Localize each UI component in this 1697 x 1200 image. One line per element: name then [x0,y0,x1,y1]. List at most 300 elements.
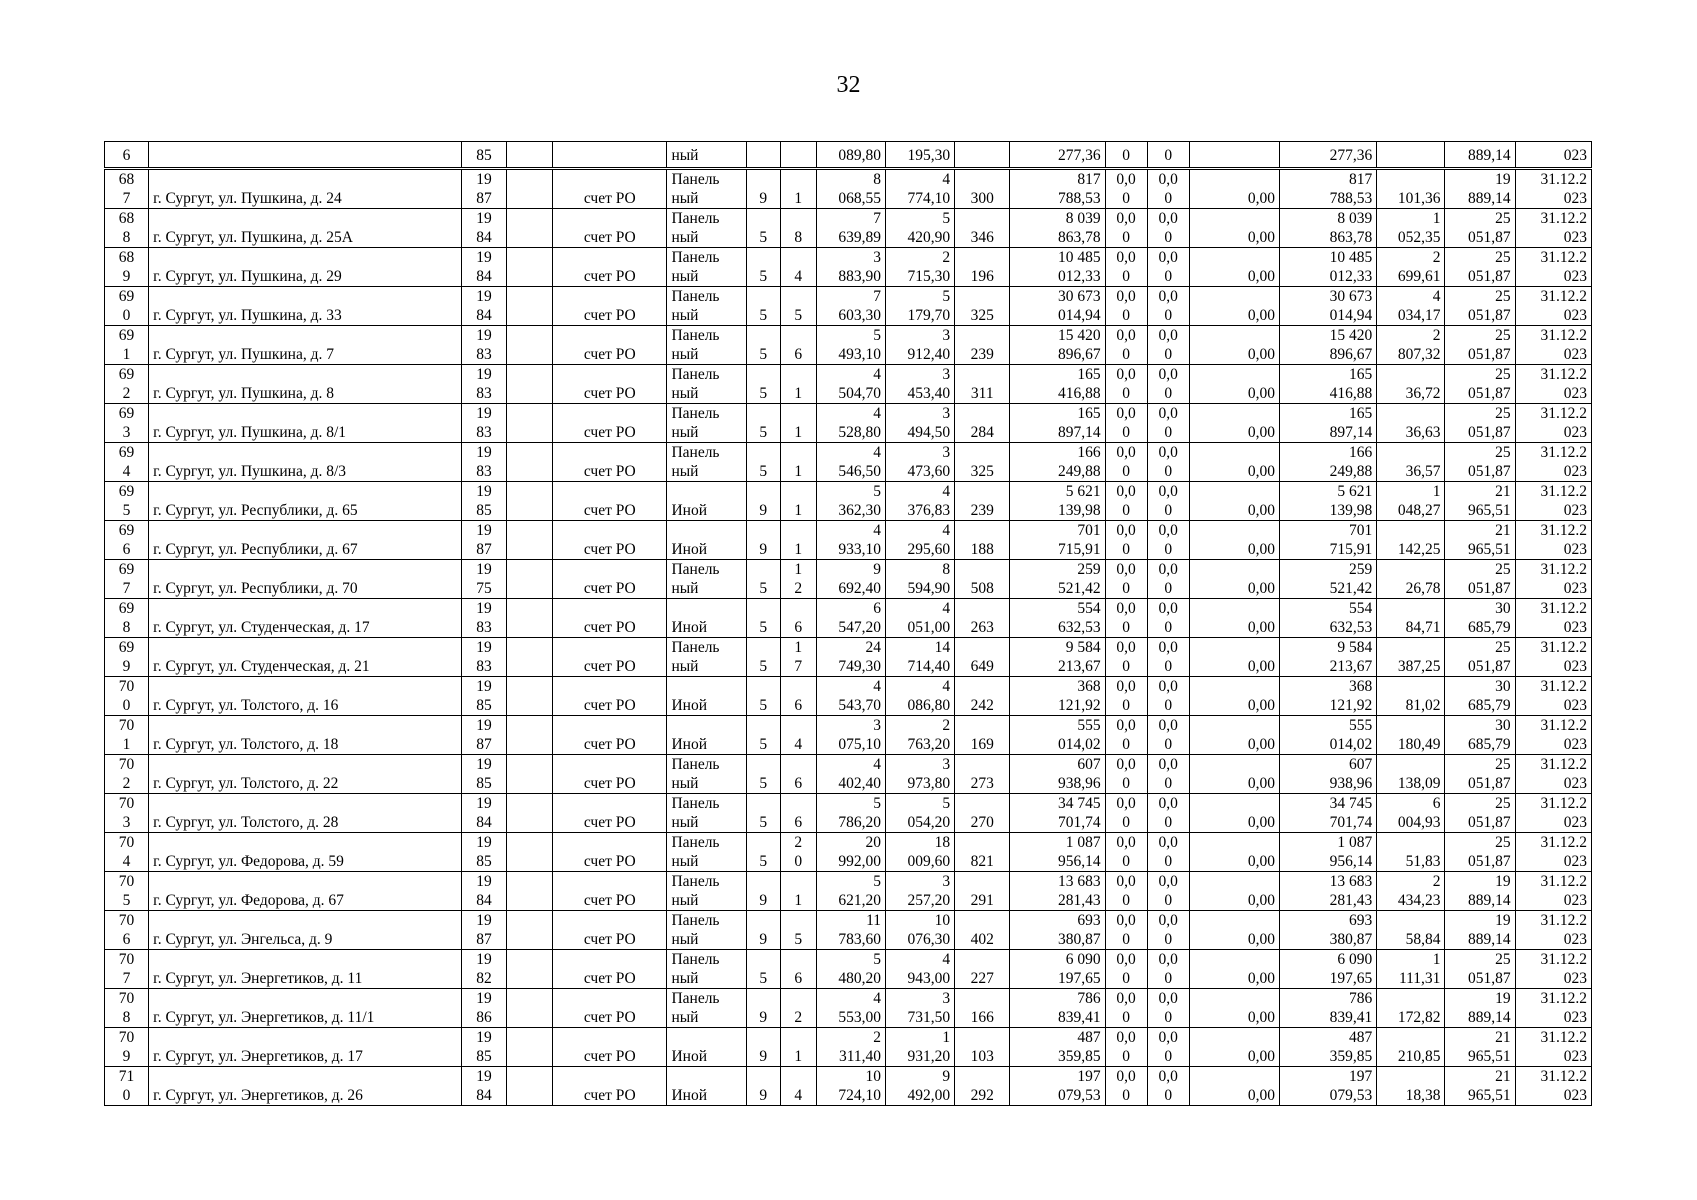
row-number: 70 5 [105,872,149,911]
cost-total: 701 715,91 [1010,521,1105,560]
unit-cost: 81,02 [1377,677,1445,716]
max-unit-cost: 21 965,51 [1445,482,1515,521]
area-total: 089,80 [816,142,885,168]
unit-cost: 6 004,93 [1377,794,1445,833]
table-row [105,911,1592,950]
floors: 5 [746,404,780,443]
area-living: 2 763,20 [886,716,955,755]
cost-col-14: 0,0 0 [1147,404,1189,443]
floors: 5 [746,248,780,287]
cost-col-15: 0,00 [1189,1028,1279,1067]
completion-date: 31.12.2 023 [1515,287,1591,326]
cost-col-14: 0,0 0 [1147,989,1189,1028]
fund-method: счет РО [553,326,667,365]
row-number: 70 9 [105,1028,149,1067]
cost-total: 786 839,41 [1010,989,1105,1028]
year-built: 19 87 [461,716,506,755]
fund-method: счет РО [553,677,667,716]
empty-cell [507,560,553,599]
completion-date: 31.12.2 023 [1515,872,1591,911]
table-row [105,716,1592,755]
max-unit-cost: 889,14 [1445,142,1515,168]
residents: 325 [955,287,1010,326]
area-total: 2 311,40 [816,1028,885,1067]
entrances: 1 7 [780,638,816,677]
unit-cost: 18,38 [1377,1067,1445,1106]
entrances: 4 [780,1067,816,1106]
cost-col-14: 0,0 0 [1147,716,1189,755]
cost-col-13: 0,0 0 [1105,677,1147,716]
unit-cost: 2 807,32 [1377,326,1445,365]
area-total: 4 543,70 [816,677,885,716]
residents: 649 [955,638,1010,677]
floors: 5 [746,599,780,638]
residents: 227 [955,950,1010,989]
max-unit-cost: 19 889,14 [1445,989,1515,1028]
entrances: 1 [780,404,816,443]
entrances: 6 [780,677,816,716]
completion-date: 31.12.2 023 [1515,404,1591,443]
fund-method: счет РО [553,560,667,599]
completion-date: 31.12.2 023 [1515,950,1591,989]
completion-date: 31.12.2 023 [1515,209,1591,248]
cost-col-15: 0,00 [1189,872,1279,911]
unit-cost: 180,49 [1377,716,1445,755]
area-living: 8 594,90 [886,560,955,599]
fund-method: счет РО [553,170,667,209]
table-row [105,950,1592,989]
area-total: 8 068,55 [816,170,885,209]
area-total: 9 692,40 [816,560,885,599]
floors [746,142,780,168]
cost-fund: 259 521,42 [1280,560,1377,599]
area-total: 5 480,20 [816,950,885,989]
row-number: 69 6 [105,521,149,560]
completion-date: 023 [1515,142,1591,168]
completion-date: 31.12.2 023 [1515,989,1591,1028]
wall-material: Иной [667,599,746,638]
empty-cell [507,950,553,989]
year-built: 19 85 [461,755,506,794]
cost-col-14: 0,0 0 [1147,287,1189,326]
cost-col-14: 0,0 0 [1147,209,1189,248]
cost-fund: 786 839,41 [1280,989,1377,1028]
address: г. Сургут, ул. Пушкина, д. 8 [149,365,462,404]
cost-fund: 15 420 896,67 [1280,326,1377,365]
cost-col-15 [1189,142,1279,168]
cost-col-14: 0,0 0 [1147,599,1189,638]
wall-material: ный [667,142,746,168]
completion-date: 31.12.2 023 [1515,248,1591,287]
residents: 103 [955,1028,1010,1067]
table-row [105,170,1592,209]
cost-total: 277,36 [1010,142,1105,168]
cost-total: 166 249,88 [1010,443,1105,482]
cost-fund: 487 359,85 [1280,1028,1377,1067]
fund-method: счет РО [553,521,667,560]
cost-col-13: 0,0 0 [1105,755,1147,794]
table-row [105,638,1592,677]
completion-date: 31.12.2 023 [1515,1067,1591,1106]
cost-col-13: 0,0 0 [1105,872,1147,911]
fund-method: счет РО [553,248,667,287]
cost-col-13: 0,0 0 [1105,950,1147,989]
area-living: 5 179,70 [886,287,955,326]
wall-material: Панель ный [667,443,746,482]
cost-col-15: 0,00 [1189,677,1279,716]
max-unit-cost: 21 965,51 [1445,521,1515,560]
cost-col-15: 0,00 [1189,560,1279,599]
wall-material: Панель ный [667,170,746,209]
wall-material: Панель ный [667,248,746,287]
cost-col-15: 0,00 [1189,326,1279,365]
residents: 239 [955,326,1010,365]
residents: 270 [955,794,1010,833]
year-built: 19 84 [461,794,506,833]
floors: 9 [746,482,780,521]
cost-total: 555 014,02 [1010,716,1105,755]
completion-date: 31.12.2 023 [1515,521,1591,560]
area-living: 4 774,10 [886,170,955,209]
cost-total: 1 087 956,14 [1010,833,1105,872]
area-living: 3 912,40 [886,326,955,365]
row-number: 69 1 [105,326,149,365]
fund-method [553,142,667,168]
empty-cell [507,170,553,209]
residents: 311 [955,365,1010,404]
floors: 5 [746,950,780,989]
entrances: 1 [780,872,816,911]
max-unit-cost: 30 685,79 [1445,716,1515,755]
area-living: 5 054,20 [886,794,955,833]
area-living: 9 492,00 [886,1067,955,1106]
fund-method: счет РО [553,638,667,677]
wall-material: Панель ный [667,794,746,833]
address: г. Сургут, ул. Энергетиков, д. 26 [149,1067,462,1106]
floors: 5 [746,365,780,404]
area-living: 2 715,30 [886,248,955,287]
cost-col-13: 0,0 0 [1105,287,1147,326]
table-row [105,794,1592,833]
area-living: 3 731,50 [886,989,955,1028]
cost-fund: 166 249,88 [1280,443,1377,482]
fund-method: счет РО [553,794,667,833]
cost-fund: 10 485 012,33 [1280,248,1377,287]
row-number: 68 7 [105,170,149,209]
cost-col-15: 0,00 [1189,638,1279,677]
entrances: 6 [780,755,816,794]
cost-col-13: 0,0 0 [1105,716,1147,755]
cost-col-13: 0 [1105,142,1147,168]
table-row [105,482,1592,521]
unit-cost [1377,142,1445,168]
cost-col-15: 0,00 [1189,287,1279,326]
cost-total: 8 039 863,78 [1010,209,1105,248]
wall-material: Иной [667,482,746,521]
floors: 9 [746,989,780,1028]
wall-material: Панель ный [667,287,746,326]
area-living: 5 420,90 [886,209,955,248]
cost-total: 607 938,96 [1010,755,1105,794]
cost-col-13: 0,0 0 [1105,599,1147,638]
address: г. Сургут, ул. Пушкина, д. 8/1 [149,404,462,443]
area-total: 7 639,89 [816,209,885,248]
cost-total: 6 090 197,65 [1010,950,1105,989]
cost-fund: 607 938,96 [1280,755,1377,794]
wall-material: Иной [667,521,746,560]
entrances: 1 [780,1028,816,1067]
residents: 300 [955,170,1010,209]
unit-cost: 84,71 [1377,599,1445,638]
cost-col-15: 0,00 [1189,989,1279,1028]
row-number: 6 [105,142,149,168]
entrances: 1 [780,482,816,521]
empty-cell [507,443,553,482]
floors: 5 [746,638,780,677]
table-row [105,755,1592,794]
fund-method: счет РО [553,755,667,794]
cost-col-14: 0,0 0 [1147,677,1189,716]
row-number: 70 4 [105,833,149,872]
area-total: 11 783,60 [816,911,885,950]
area-total: 6 547,20 [816,599,885,638]
max-unit-cost: 25 051,87 [1445,248,1515,287]
residents: 325 [955,443,1010,482]
max-unit-cost: 25 051,87 [1445,326,1515,365]
table-row [105,326,1592,365]
empty-cell [507,677,553,716]
cost-col-15: 0,00 [1189,521,1279,560]
cost-col-14: 0,0 0 [1147,950,1189,989]
wall-material: Иной [667,677,746,716]
entrances [780,142,816,168]
floors: 9 [746,872,780,911]
cost-col-13: 0,0 0 [1105,911,1147,950]
year-built: 19 87 [461,170,506,209]
entrances: 1 [780,521,816,560]
unit-cost: 2 699,61 [1377,248,1445,287]
area-total: 10 724,10 [816,1067,885,1106]
area-total: 3 883,90 [816,248,885,287]
table-row [105,599,1592,638]
empty-cell [507,794,553,833]
completion-date: 31.12.2 023 [1515,482,1591,521]
table-row [105,365,1592,404]
max-unit-cost: 25 051,87 [1445,209,1515,248]
entrances: 8 [780,209,816,248]
cost-col-14: 0,0 0 [1147,443,1189,482]
cost-col-15: 0,00 [1189,404,1279,443]
unit-cost: 142,25 [1377,521,1445,560]
address: г. Сургут, ул. Толстого, д. 22 [149,755,462,794]
cost-fund: 554 632,53 [1280,599,1377,638]
cost-total: 197 079,53 [1010,1067,1105,1106]
address: г. Сургут, ул. Энергетиков, д. 17 [149,1028,462,1067]
fund-method: счет РО [553,989,667,1028]
cost-col-13: 0,0 0 [1105,521,1147,560]
cost-total: 10 485 012,33 [1010,248,1105,287]
entrances: 5 [780,287,816,326]
cost-col-15: 0,00 [1189,950,1279,989]
row-number: 69 5 [105,482,149,521]
address: г. Сургут, ул. Пушкина, д. 25А [149,209,462,248]
unit-cost: 1 052,35 [1377,209,1445,248]
address: г. Сургут, ул. Энгельса, д. 9 [149,911,462,950]
row-number: 69 2 [105,365,149,404]
table-body [105,142,1592,1106]
entrances: 1 2 [780,560,816,599]
max-unit-cost: 25 051,87 [1445,794,1515,833]
wall-material: Иной [667,1028,746,1067]
area-living: 195,30 [886,142,955,168]
residents: 169 [955,716,1010,755]
address: г. Сургут, ул. Пушкина, д. 24 [149,170,462,209]
area-living: 3 473,60 [886,443,955,482]
entrances: 6 [780,599,816,638]
cost-col-13: 0,0 0 [1105,170,1147,209]
completion-date: 31.12.2 023 [1515,794,1591,833]
floors: 5 [746,833,780,872]
row-number: 70 1 [105,716,149,755]
max-unit-cost: 25 051,87 [1445,638,1515,677]
cost-col-14: 0,0 0 [1147,521,1189,560]
completion-date: 31.12.2 023 [1515,638,1591,677]
year-built: 19 83 [461,365,506,404]
cost-col-14: 0,0 0 [1147,170,1189,209]
address: г. Сургут, ул. Студенческая, д. 21 [149,638,462,677]
empty-cell [507,365,553,404]
empty-cell [507,716,553,755]
table-row [105,287,1592,326]
cost-fund: 1 087 956,14 [1280,833,1377,872]
cost-col-15: 0,00 [1189,1067,1279,1106]
area-total: 5 362,30 [816,482,885,521]
cost-col-15: 0,00 [1189,716,1279,755]
floors: 5 [746,209,780,248]
residents: 188 [955,521,1010,560]
cost-fund: 701 715,91 [1280,521,1377,560]
fund-method: счет РО [553,287,667,326]
housing-register-table [104,141,1592,1106]
year-built: 19 82 [461,950,506,989]
completion-date: 31.12.2 023 [1515,599,1591,638]
residents: 508 [955,560,1010,599]
year-built: 19 85 [461,833,506,872]
floors: 9 [746,1028,780,1067]
empty-cell [507,287,553,326]
area-living: 4 295,60 [886,521,955,560]
floors: 5 [746,716,780,755]
row-number: 69 4 [105,443,149,482]
empty-cell [507,872,553,911]
residents: 242 [955,677,1010,716]
unit-cost: 138,09 [1377,755,1445,794]
cost-col-15: 0,00 [1189,911,1279,950]
cost-total: 554 632,53 [1010,599,1105,638]
entrances: 1 [780,170,816,209]
max-unit-cost: 21 965,51 [1445,1067,1515,1106]
address: г. Сургут, ул. Студенческая, д. 17 [149,599,462,638]
address: г. Сургут, ул. Толстого, д. 16 [149,677,462,716]
max-unit-cost: 25 051,87 [1445,755,1515,794]
residents: 402 [955,911,1010,950]
entrances: 4 [780,248,816,287]
cost-fund: 13 683 281,43 [1280,872,1377,911]
residents: 273 [955,755,1010,794]
row-number: 69 9 [105,638,149,677]
table-row [105,1067,1592,1106]
table-row [105,1028,1592,1067]
wall-material: Панель ный [667,209,746,248]
row-number: 70 0 [105,677,149,716]
wall-material: Панель ный [667,989,746,1028]
year-built: 19 83 [461,599,506,638]
area-total: 4 402,40 [816,755,885,794]
cost-fund: 165 897,14 [1280,404,1377,443]
row-number: 70 3 [105,794,149,833]
area-living: 4 943,00 [886,950,955,989]
max-unit-cost: 25 051,87 [1445,950,1515,989]
year-built: 19 83 [461,443,506,482]
unit-cost: 1 111,31 [1377,950,1445,989]
table-row [105,677,1592,716]
entrances: 5 [780,911,816,950]
year-built: 19 87 [461,911,506,950]
floors: 9 [746,1067,780,1106]
cost-fund: 368 121,92 [1280,677,1377,716]
floors: 5 [746,287,780,326]
row-number: 68 8 [105,209,149,248]
address: г. Сургут, ул. Энергетиков, д. 11/1 [149,989,462,1028]
fund-method: счет РО [553,404,667,443]
residents: 292 [955,1067,1010,1106]
cost-fund: 6 090 197,65 [1280,950,1377,989]
table-row [105,872,1592,911]
cost-col-15: 0,00 [1189,755,1279,794]
completion-date: 31.12.2 023 [1515,716,1591,755]
year-built: 19 84 [461,1067,506,1106]
cost-col-15: 0,00 [1189,170,1279,209]
max-unit-cost: 25 051,87 [1445,287,1515,326]
residents: 821 [955,833,1010,872]
completion-date: 31.12.2 023 [1515,365,1591,404]
cost-col-14: 0 [1147,142,1189,168]
address: г. Сургут, ул. Пушкина, д. 33 [149,287,462,326]
empty-cell [507,482,553,521]
area-living: 4 051,00 [886,599,955,638]
cost-col-14: 0,0 0 [1147,794,1189,833]
max-unit-cost: 25 051,87 [1445,833,1515,872]
area-living: 3 494,50 [886,404,955,443]
row-number: 69 8 [105,599,149,638]
area-total: 4 504,70 [816,365,885,404]
table-row-continued [105,142,1592,168]
year-built: 19 87 [461,521,506,560]
row-number: 71 0 [105,1067,149,1106]
floors: 5 [746,794,780,833]
wall-material: Панель ный [667,872,746,911]
address: г. Сургут, ул. Федорова, д. 59 [149,833,462,872]
unit-cost: 36,63 [1377,404,1445,443]
fund-method: счет РО [553,209,667,248]
cost-col-14: 0,0 0 [1147,248,1189,287]
wall-material: Панель ный [667,365,746,404]
area-total: 5 621,20 [816,872,885,911]
cost-col-13: 0,0 0 [1105,365,1147,404]
cost-col-13: 0,0 0 [1105,1067,1147,1106]
cost-total: 15 420 896,67 [1010,326,1105,365]
unit-cost: 26,78 [1377,560,1445,599]
